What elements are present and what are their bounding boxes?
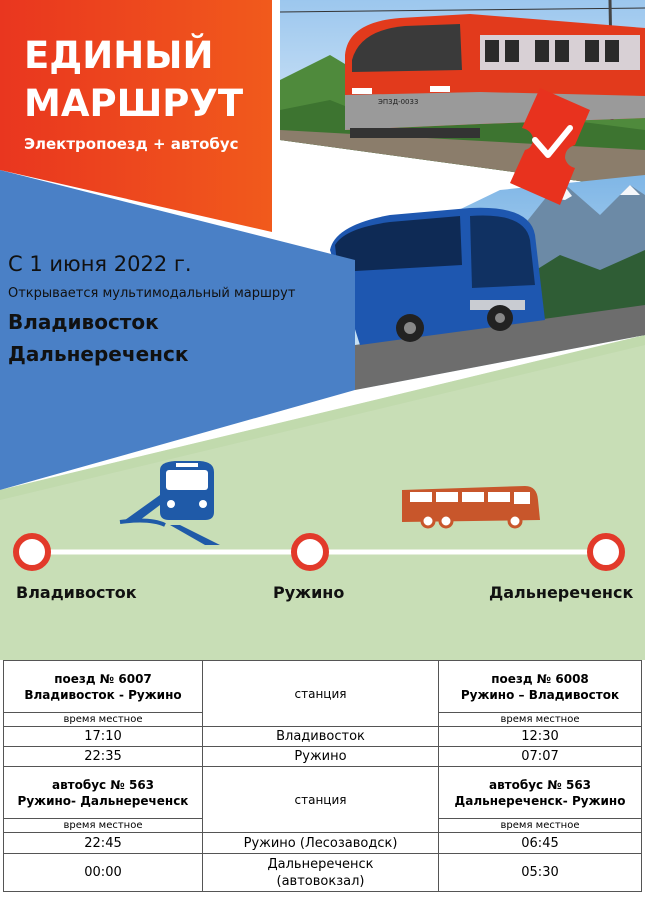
- bus-back-number: автобус № 563: [488, 777, 592, 792]
- table-row: [4, 747, 642, 767]
- bus-back-header: [439, 767, 642, 819]
- launch-date: С 1 июня 2022 г.: [8, 252, 192, 276]
- station-name: Ружино: [203, 747, 439, 767]
- poster-title: [24, 32, 243, 128]
- departure-time: 22:45: [4, 833, 203, 854]
- arrival-time: 12:30: [439, 727, 642, 747]
- stop-marker-dalnerechensk: [590, 536, 622, 568]
- station-header: станция: [203, 661, 439, 727]
- local-time-label: время местное: [439, 713, 642, 727]
- departure-time: 00:00: [4, 854, 203, 892]
- poster-subtitle: Электропоезд + автобус: [24, 135, 239, 153]
- train-back-number: поезд № 6008: [491, 671, 589, 686]
- arrival-time: 05:30: [439, 854, 642, 892]
- train-there-number: поезд № 6007: [54, 671, 152, 686]
- schedule-table: [3, 660, 642, 892]
- station-name-line-1: Дальнереченск: [267, 856, 374, 872]
- bus-icon: [402, 486, 540, 527]
- train-back-header: [439, 661, 642, 713]
- bus-there-route: Ружино- Дальнереченск: [17, 793, 189, 808]
- train-there-header: [4, 661, 203, 713]
- route-city-from: Владивосток: [8, 310, 159, 334]
- table-row: [4, 854, 642, 892]
- stop-label-dalnerechensk: Дальнереченск: [489, 583, 634, 602]
- local-time-label: время местное: [4, 819, 203, 833]
- route-city-to: Дальнереченск: [8, 342, 189, 366]
- station-name: [203, 854, 439, 892]
- table-row: [4, 833, 642, 854]
- train-back-route: Ружино – Владивосток: [460, 687, 620, 702]
- train-there-route: Владивосток - Ружино: [24, 687, 182, 702]
- local-time-label: время местное: [439, 819, 642, 833]
- station-name-line-2: (автовокзал): [276, 873, 365, 889]
- arrival-time: 07:07: [439, 747, 642, 767]
- bus-back-route: Дальнереченск- Ружино: [454, 793, 626, 808]
- stop-label-ruzhino: Ружино: [273, 583, 345, 602]
- title-line-1: ЕДИНЫЙ: [24, 34, 214, 77]
- station-name: Ружино (Лесозаводск): [203, 833, 439, 854]
- departure-time: 17:10: [4, 727, 203, 747]
- train-header-row: [4, 661, 642, 713]
- station-name: Владивосток: [203, 727, 439, 747]
- stop-label-vladivostok: Владивосток: [16, 583, 137, 602]
- train-photo: [280, 0, 645, 190]
- station-header: станция: [203, 767, 439, 833]
- arrival-time: 06:45: [439, 833, 642, 854]
- departure-time: 22:35: [4, 747, 203, 767]
- title-line-2: МАРШРУТ: [24, 82, 244, 125]
- bus-there-header: [4, 767, 203, 819]
- stop-marker-vladivostok: [16, 536, 48, 568]
- opens-text: Открывается мультимодальный маршрут: [8, 286, 296, 301]
- stop-marker-ruzhino: [294, 536, 326, 568]
- bus-there-number: автобус № 563: [51, 777, 155, 792]
- bus-header-row: [4, 767, 642, 819]
- local-time-label: время местное: [4, 713, 203, 727]
- train-number-label: ЭП3Д-0033: [378, 98, 419, 106]
- table-row: [4, 727, 642, 747]
